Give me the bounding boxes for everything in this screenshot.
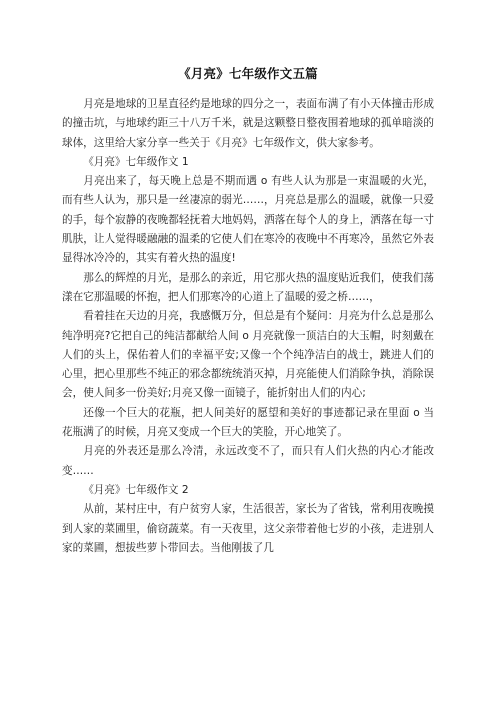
intro-paragraph: 月亮是地球的卫星直径约是地球的四分之一，表面布满了有小天体撞击形成的撞击坑，与地球约距三十八万千米，就是这颗整日整夜围着地球的孤单暗淡的球体，这里给大家分享一些关于《月亮》七年级作文，供大家参考。 — [62, 98, 434, 149]
essay-1-paragraph: 月亮的外表还是那么冷清，永远改变不了，而只有人们火热的内心才能改变…… — [62, 445, 434, 477]
essay-1-paragraph: 还像一个巨大的花瓶，把人间美好的愿望和美好的事迹都记录在里面 o 当花瓶满了的时候，月亮又变成一个巨大的笑脸，开心地笑了。 — [62, 406, 434, 439]
essay-1-paragraph: 看着挂在天边的月亮，我感慨万分，但总是有个疑问：月亮为什么总是那么纯净明亮?它把自己的纯洁都献给人间 o 月亮就像一顶洁白的大玉帽，时刻戴在人们的头上，保佑着人们的幸福平安;又像一个个纯净洁白的战士，跳进人们的心里，把心里那些不纯正的邪念都统统消灭掉，月亮能使人们消除争执，消除误会，使人间多一份美好;月亮又像一面镜子，能折射出人们的内心; — [62, 310, 434, 400]
essay-section-1 — [62, 153, 434, 481]
essay-1-paragraph: 月亮出来了，每天晚上总是不期而遇 o 有些人认为那是一束温暖的火光，而有些人认为，那只是一丝凄凉的弱光……，月亮总是那么的温暖，就像一只爱的手，每个寂静的夜晚都轻抚着大地妈妈，洒落在每个人的身上，洒落在每一寸肌肤，让人觉得暖融融的温柔的它使人们在寒冷的夜晚中不再寒冷，虽然它外表显得冰冷冷的，其实有着火热的温度! — [62, 175, 434, 265]
essay-2-paragraph: 从前，某村庄中，有户贫穷人家，生活很苦，家长为了省钱，常利用夜晚摸到人家的菜圃里，偷窃蔬菜。有一天夜里，这父亲带着他七岁的小孩，走进别人家的菜圃，想拔些萝卜带回去。当他刚拔了几 — [62, 503, 434, 554]
document-title: 《月亮》七年级作文五篇 — [178, 66, 318, 81]
essay-section-2 — [62, 481, 434, 558]
essay-2-heading: 《月亮》七年级作文 2 — [83, 483, 189, 496]
essay-1-heading: 《月亮》七年级作文 1 — [83, 155, 189, 168]
essay-1-paragraph: 那么的辉煌的月光，是那么的亲近，用它那火热的温度贴近我们，使我们荡漾在它那温暖的怀抱，把人们那寒冷的心道上了温暖的爱之桥……， — [62, 271, 434, 303]
